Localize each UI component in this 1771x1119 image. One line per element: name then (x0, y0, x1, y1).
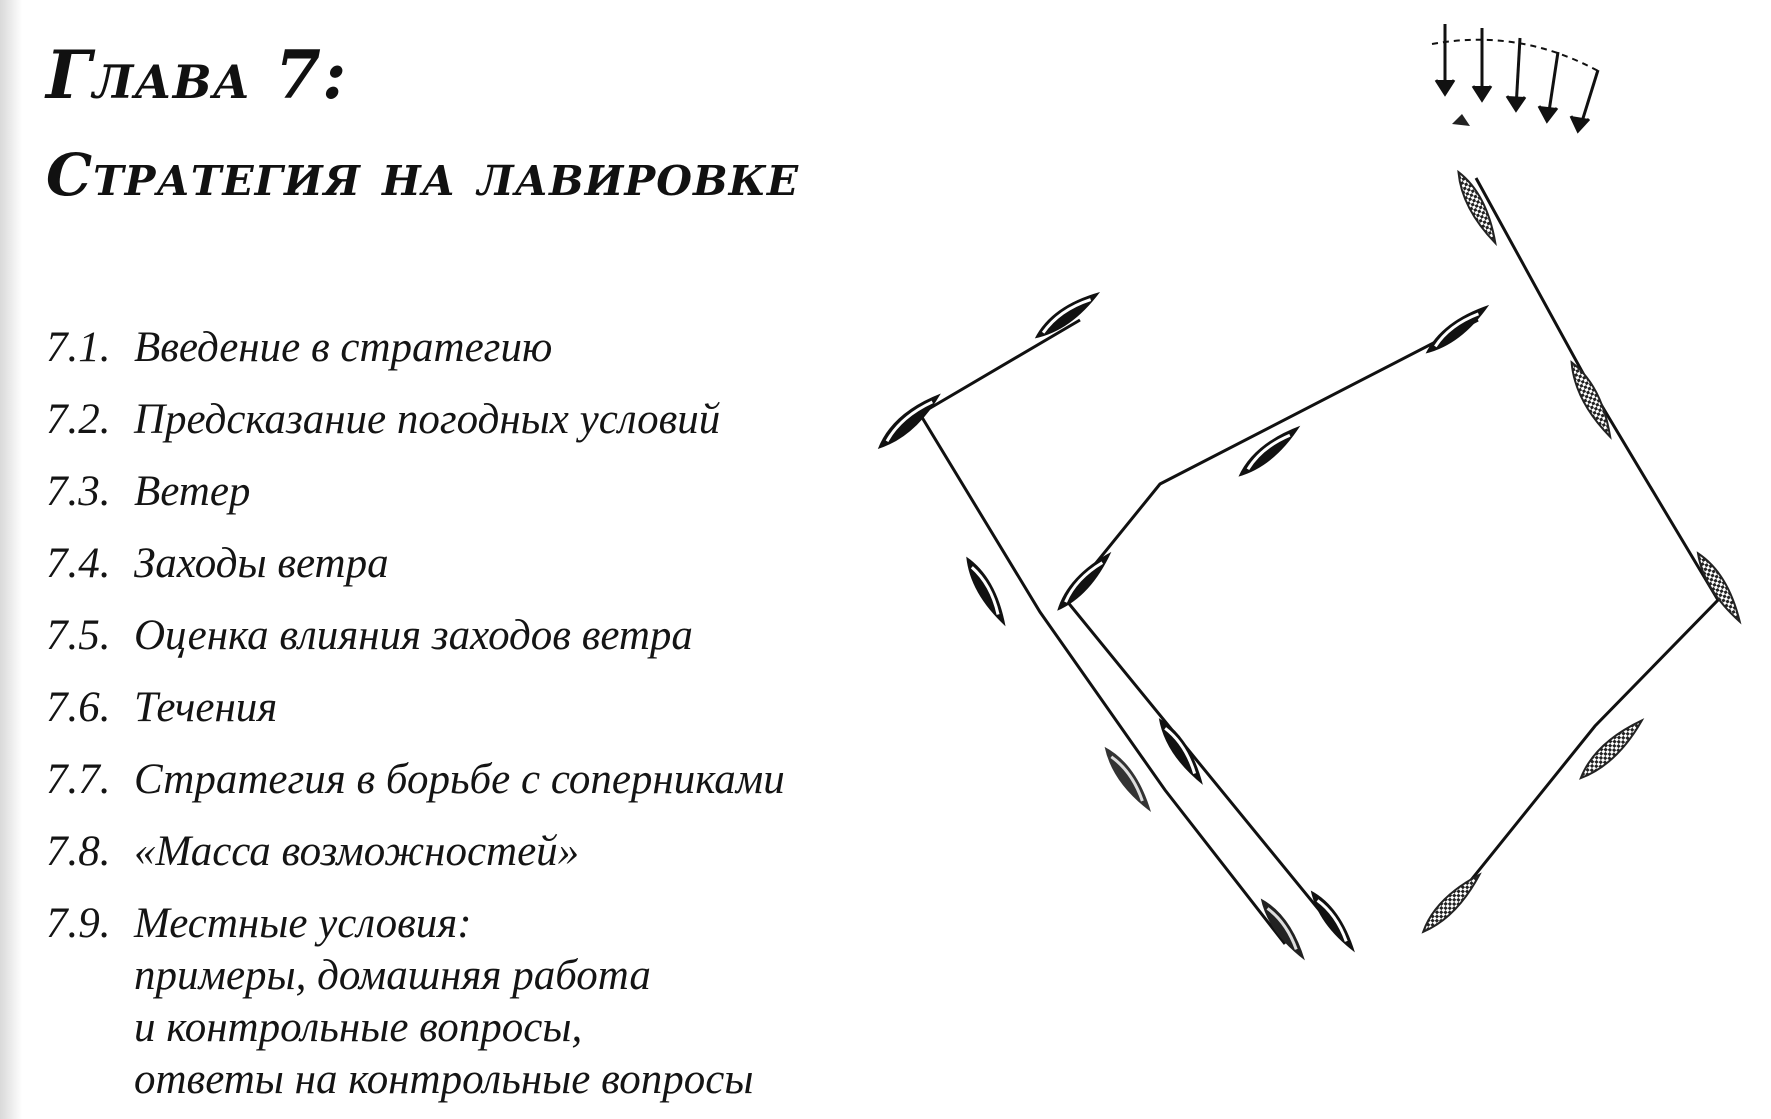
toc-title: Введение в стратегию (134, 324, 553, 371)
sailboat-icon (1566, 358, 1617, 440)
sailboat-icon (1099, 742, 1157, 817)
toc-number: 7.4. (46, 540, 111, 587)
toc-number: 7.8. (46, 828, 111, 875)
toc-title: Ветер (134, 468, 251, 515)
toc-subline: и контрольные вопросы, (134, 1004, 583, 1051)
toc-number: 7.5. (46, 612, 111, 659)
toc-subline: ответы на контрольные вопросы (134, 1056, 754, 1103)
toc-title: Течения (134, 684, 278, 731)
toc-title: «Масса возможностей» (134, 828, 580, 875)
windward-mark-icon (1452, 114, 1470, 126)
toc-number: 7.7. (46, 756, 111, 803)
toc-title: Предсказание погодных условий (134, 396, 721, 443)
sailboat-icon (871, 387, 946, 454)
sailboat-icon (1153, 713, 1209, 789)
sailboat-icon (1030, 286, 1105, 344)
toc-subline: примеры, домашняя работа (134, 952, 651, 999)
toc-title: Местные условия: (134, 900, 472, 947)
toc-number: 7.2. (46, 396, 111, 443)
sailboat-icon (1306, 886, 1361, 957)
sailboat-icon (1256, 894, 1311, 965)
toc-title: Оценка влияния заходов ветра (134, 612, 693, 659)
toc-title: Заходы ветра (134, 540, 389, 587)
toc-number: 7.6. (46, 684, 111, 731)
sailboat-icon (1051, 547, 1118, 615)
toc-title: Стратегия в борьбе с соперниками (134, 756, 785, 803)
chapter-title: Стратегия на лавировке (46, 141, 800, 209)
sailboat-icon (1417, 870, 1485, 936)
course-lines (920, 178, 1718, 944)
wind-shift-arrows-icon (1432, 24, 1600, 131)
sailboat-icon (1420, 299, 1494, 359)
toc-number: 7.9. (46, 900, 111, 947)
chapter-number: Глава 7: (46, 36, 348, 114)
sailboat-icon (1693, 549, 1746, 626)
sailboat-icon (960, 552, 1011, 630)
sailboat-icon (1233, 420, 1306, 482)
sailboat-icon (1575, 715, 1648, 783)
toc-number: 7.1. (46, 324, 111, 371)
toc-number: 7.3. (46, 468, 111, 515)
